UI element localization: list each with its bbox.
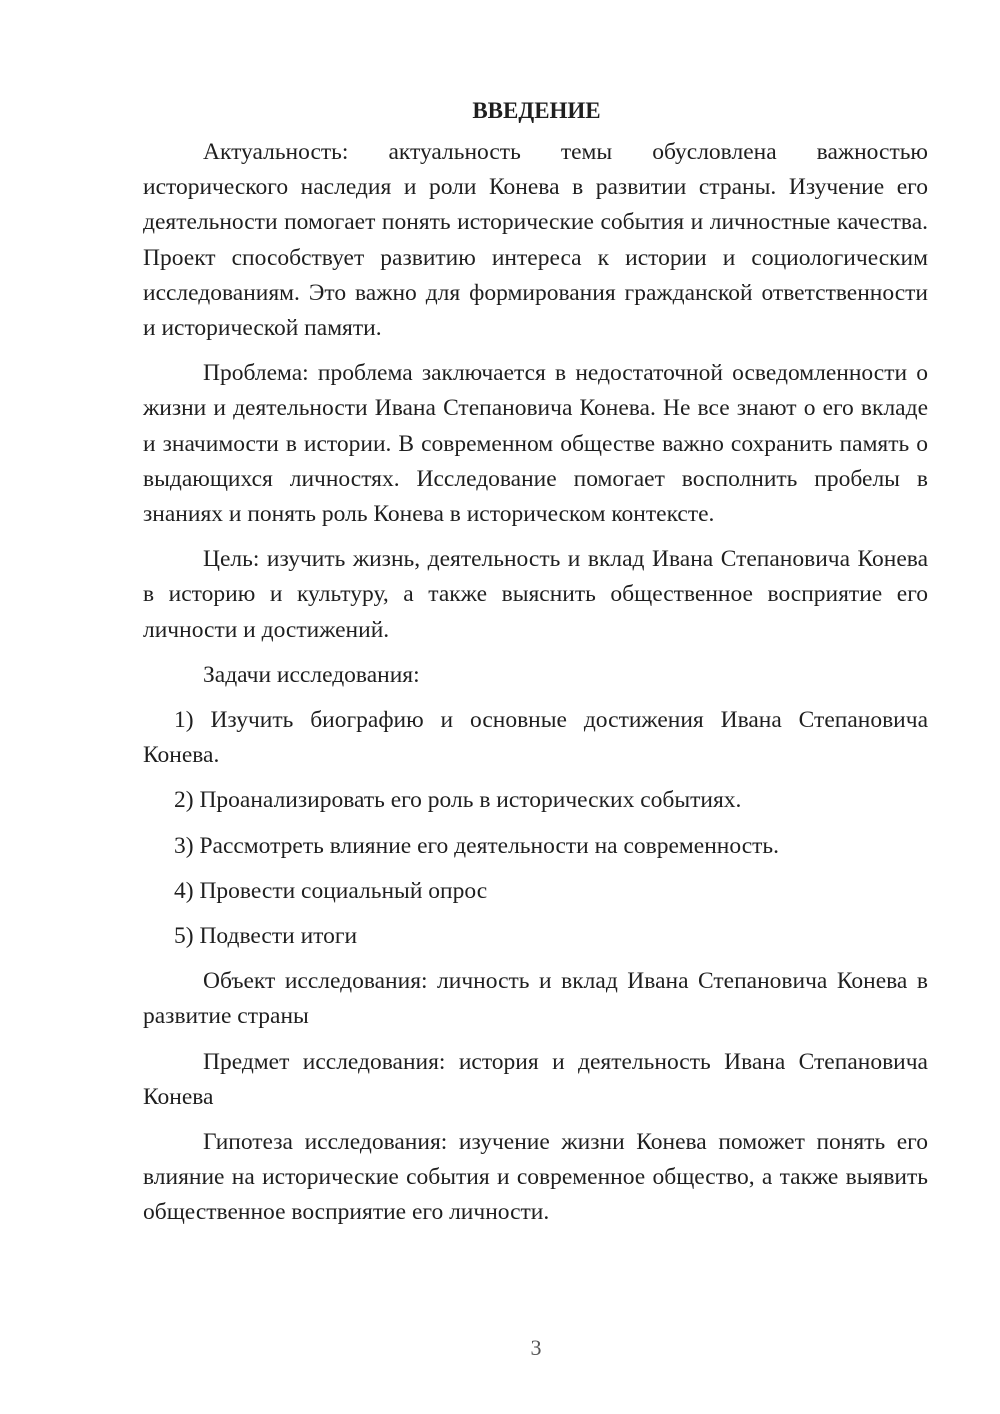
task-item: 2) Проанализировать его роль в исторических событиях. bbox=[174, 787, 742, 814]
task-item: 5) Подвести итоги bbox=[174, 923, 358, 950]
task-item: 4) Провести социальный опрос bbox=[174, 877, 488, 904]
paragraph-object: Объект исследования: личность и вклад Ивана Степановича Конева в развитие страны bbox=[143, 968, 928, 1030]
paragraph-subject: Предмет исследования: история и деятельность Ивана Степановича Конева bbox=[143, 1048, 928, 1110]
tasks-list bbox=[143, 703, 928, 954]
paragraph-hypothesis: Гипотеза исследования: изучение жизни Конева поможет понять его влияние на исторические события и современное общество, а также выявить общественное восприятие его личности. bbox=[143, 1129, 928, 1226]
tasks-heading: Задачи исследования: bbox=[203, 661, 420, 688]
paragraph-goal: Цель: изучить жизнь, деятельность и вклад Ивана Степановича Конева в историю и культуру, а также выяснить общественное восприятие его личности и достижений. bbox=[143, 546, 928, 643]
page-number: 3 bbox=[530, 1335, 542, 1360]
task-item: 3) Рассмотреть влияние его деятельности на современность. bbox=[174, 832, 780, 859]
paragraph-relevance: Актуальность: актуальность темы обусловлена важностью исторического наследия и роли Конева в развитии страны. Изучение его деятельности помогает понять исторические события и личностные качества. Проект способствует развитию интереса к истории и социологическим исследованиям. Это важно для формирования гражданской ответственности и исторической памяти. bbox=[143, 139, 928, 342]
paragraph-problem: Проблема: проблема заключается в недостаточной осведомленности о жизни и деятельности Ивана Степановича Конева. Не все знают о его вкладе и значимости в истории. В современном обществе важно сохранить память о выдающихся личностях. Исследование помогает восполнить пробелы в знаниях и понять роль Конева в историческом контексте. bbox=[143, 360, 928, 528]
task-item: 1) Изучить биографию и основные достижения Ивана Степановича Конева. bbox=[143, 707, 928, 769]
document-page bbox=[143, 93, 928, 1241]
page-title: ВВЕДЕНИЕ bbox=[472, 98, 601, 123]
